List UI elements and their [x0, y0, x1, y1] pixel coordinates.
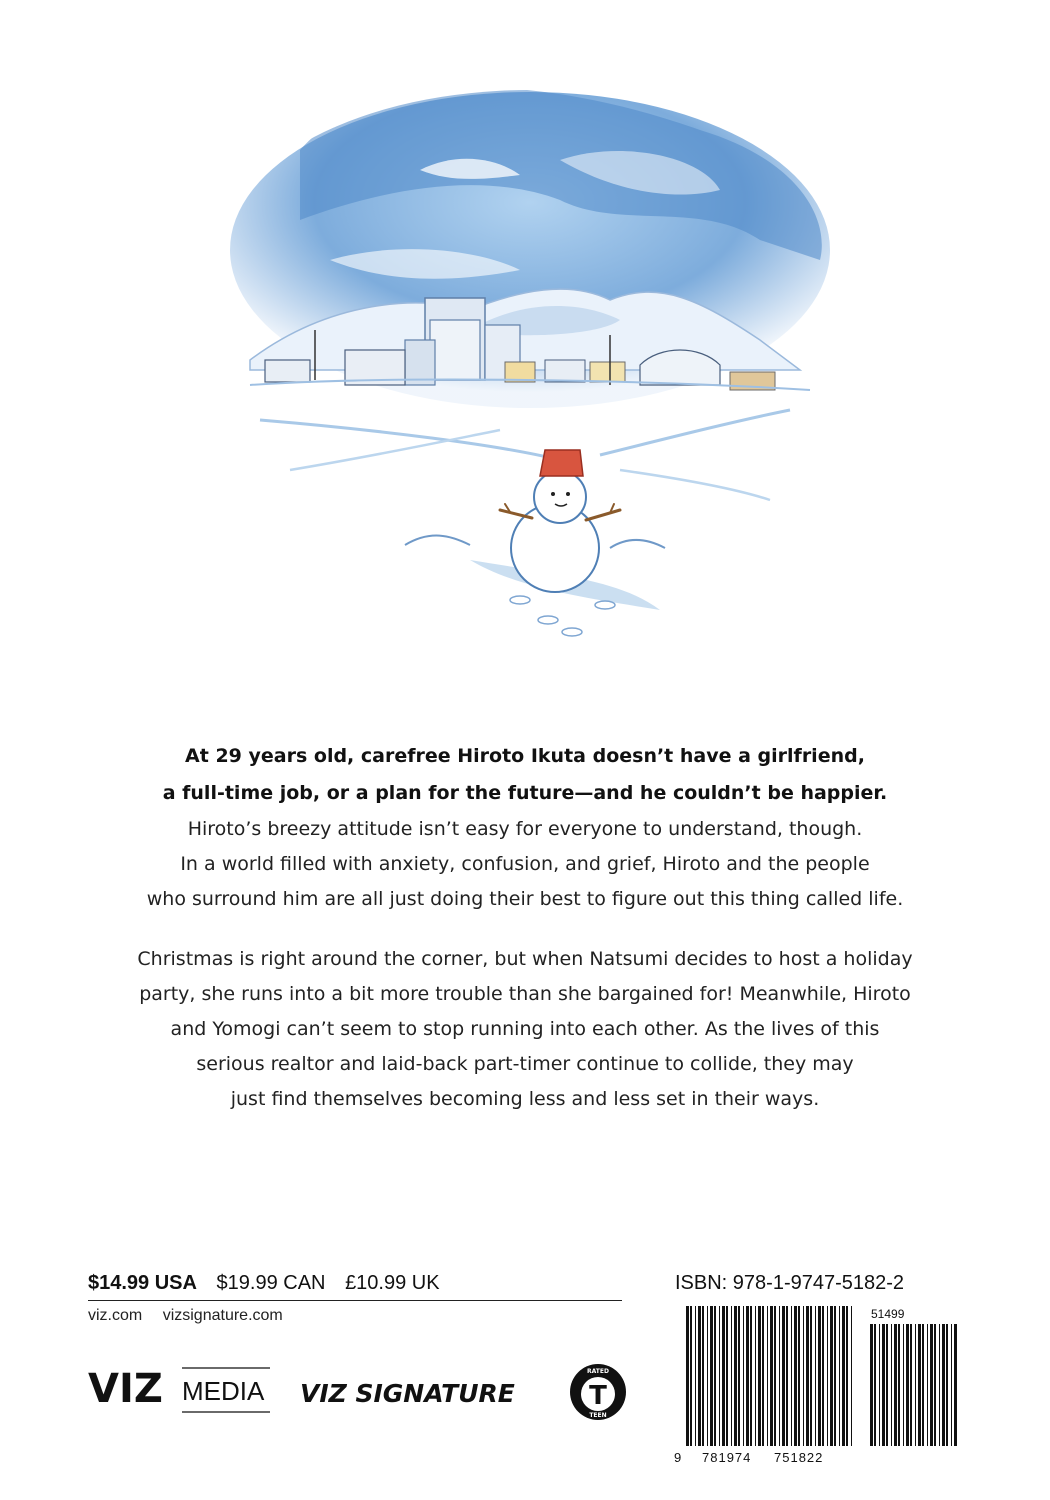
- blurb-paragraph-2-line-4: serious realtor and laid-back part-timer continue to collide, they may: [196, 1053, 854, 1075]
- blurb-paragraph-2-line-3: and Yomogi can’t seem to stop running into each other. As the lives of this: [170, 1018, 880, 1040]
- blurb-lead-line-2: a full-time job, or a plan for the future—and he couldn’t be happier.: [162, 782, 888, 804]
- barcode-bar: [762, 1306, 764, 1446]
- barcode-bar: [915, 1324, 916, 1446]
- barcode-bar: [874, 1324, 876, 1446]
- barcode-bar: [722, 1306, 725, 1446]
- barcode-bar: [886, 1324, 888, 1446]
- barcode-bar: [806, 1306, 809, 1446]
- barcode-bar: [719, 1306, 720, 1446]
- blurb-paragraph-1-line-1: Hiroto’s breezy attitude isn’t easy for everyone to understand, though.: [187, 818, 863, 840]
- price-can: $19.99 CAN: [216, 1272, 326, 1294]
- barcode-bar: [927, 1324, 928, 1446]
- back-cover-blurb: [60, 738, 990, 1117]
- price-uk: £10.99 UK: [345, 1272, 440, 1294]
- barcode-bar: [846, 1306, 848, 1446]
- barcode-bar: [918, 1324, 921, 1446]
- barcode-bar: [930, 1324, 933, 1446]
- url-viz: viz.com: [88, 1307, 143, 1324]
- barcode-bar: [822, 1306, 824, 1446]
- blurb-paragraph-2-line-1: Christmas is right around the corner, but when Natsumi decides to host a holiday: [137, 948, 913, 970]
- barcode-bar: [743, 1306, 744, 1446]
- blurb-lead-line-1: At 29 years old, carefree Hiroto Ikuta doesn’t have a girlfriend,: [185, 745, 865, 767]
- barcode-bar: [951, 1324, 952, 1446]
- barcode-bar: [746, 1306, 749, 1446]
- barcode-bar: [707, 1306, 708, 1446]
- barcode-right-digits: 751822: [774, 1450, 824, 1465]
- barcode-bar: [698, 1306, 701, 1446]
- barcode-bars-main: [686, 1306, 852, 1446]
- barcode-bar: [774, 1306, 776, 1446]
- barcode-bar: [738, 1306, 740, 1446]
- barcode-bar: [903, 1324, 904, 1446]
- isbn-barcode: [672, 1306, 962, 1466]
- barcode-bar: [942, 1324, 945, 1446]
- barcode-bar: [939, 1324, 940, 1446]
- blurb-paragraph-1-line-3: who surround him are all just doing their best to figure out this thing called life.: [146, 888, 904, 910]
- barcode-bar: [690, 1306, 692, 1446]
- barcode-bar: [842, 1306, 845, 1446]
- price-row: [88, 1272, 622, 1301]
- barcode-bar: [818, 1306, 821, 1446]
- barcode-bar: [910, 1324, 912, 1446]
- barcode-bar: [791, 1306, 792, 1446]
- blurb-paragraph-2-line-2: party, she runs into a bit more trouble than she bargained for! Meanwhile, Hiroto: [139, 983, 911, 1005]
- barcode-bar: [882, 1324, 885, 1446]
- url-vizsignature: vizsignature.com: [162, 1307, 283, 1324]
- barcode-bar: [810, 1306, 812, 1446]
- publisher-logos: [88, 1360, 628, 1430]
- barcode-left-digits: 781974: [702, 1450, 752, 1465]
- barcode-bar: [686, 1306, 689, 1446]
- publisher-urls: [88, 1307, 299, 1325]
- barcode-bar: [803, 1306, 804, 1446]
- barcode-bar: [798, 1306, 800, 1446]
- price-usa: $14.99 USA: [88, 1272, 197, 1294]
- barcode-bar: [934, 1324, 936, 1446]
- barcode-bar: [879, 1324, 880, 1446]
- barcode-bar: [906, 1324, 909, 1446]
- barcode-bar: [954, 1324, 957, 1446]
- viz-media-logo-media: MEDIA: [182, 1376, 265, 1406]
- barcode-bar: [786, 1306, 788, 1446]
- barcode-bar: [922, 1324, 924, 1446]
- barcode-bar: [770, 1306, 773, 1446]
- isbn-label: ISBN: 978-1-9747-5182-2: [675, 1272, 905, 1294]
- rating-bottom-text: TEEN: [589, 1412, 607, 1419]
- barcode-bar: [702, 1306, 704, 1446]
- barcode-first-digit: 9: [674, 1450, 682, 1465]
- barcode-bar: [894, 1324, 897, 1446]
- blurb-paragraph-1-line-2: In a world filled with anxiety, confusion, and grief, Hiroto and the people: [180, 853, 870, 875]
- snow-field: [250, 380, 810, 636]
- barcode-bar: [779, 1306, 780, 1446]
- barcode-bar: [755, 1306, 756, 1446]
- barcode-bar: [726, 1306, 728, 1446]
- viz-signature-logo-text: VIZ SIGNATURE: [300, 1379, 515, 1408]
- barcode-bar: [834, 1306, 836, 1446]
- cover-illustration: [0, 0, 1050, 720]
- barcode-bar: [870, 1324, 873, 1446]
- barcode-bar: [830, 1306, 833, 1446]
- rating-letter: T: [589, 1381, 607, 1411]
- viz-signature-logo: [300, 1379, 515, 1408]
- blurb-paragraph-2-line-5: just find themselves becoming less and less set in their ways.: [230, 1088, 820, 1110]
- barcode-bar: [839, 1306, 840, 1446]
- rated-teen-icon: [570, 1364, 626, 1420]
- barcode-bar: [827, 1306, 828, 1446]
- snowman: [500, 450, 620, 592]
- barcode-bars-addon: [870, 1324, 957, 1446]
- barcode-bar: [734, 1306, 737, 1446]
- barcode-bar: [782, 1306, 785, 1446]
- barcode-bar: [758, 1306, 761, 1446]
- barcode-bar: [898, 1324, 900, 1446]
- barcode-bar: [851, 1306, 852, 1446]
- barcode-bar: [815, 1306, 816, 1446]
- barcode-bar: [714, 1306, 716, 1446]
- viz-media-logo: [88, 1366, 270, 1412]
- barcode-bar: [710, 1306, 713, 1446]
- barcode-bar: [731, 1306, 732, 1446]
- barcode-bar: [767, 1306, 768, 1446]
- barcode-bar: [695, 1306, 696, 1446]
- viz-media-logo-viz: VIZ: [88, 1366, 163, 1412]
- barcode-bar: [794, 1306, 797, 1446]
- rating-top-text: RATED: [587, 1368, 609, 1375]
- barcode-addon-digits: 51499: [871, 1307, 905, 1321]
- barcode-bar: [946, 1324, 948, 1446]
- barcode-bar: [891, 1324, 892, 1446]
- barcode-bar: [750, 1306, 752, 1446]
